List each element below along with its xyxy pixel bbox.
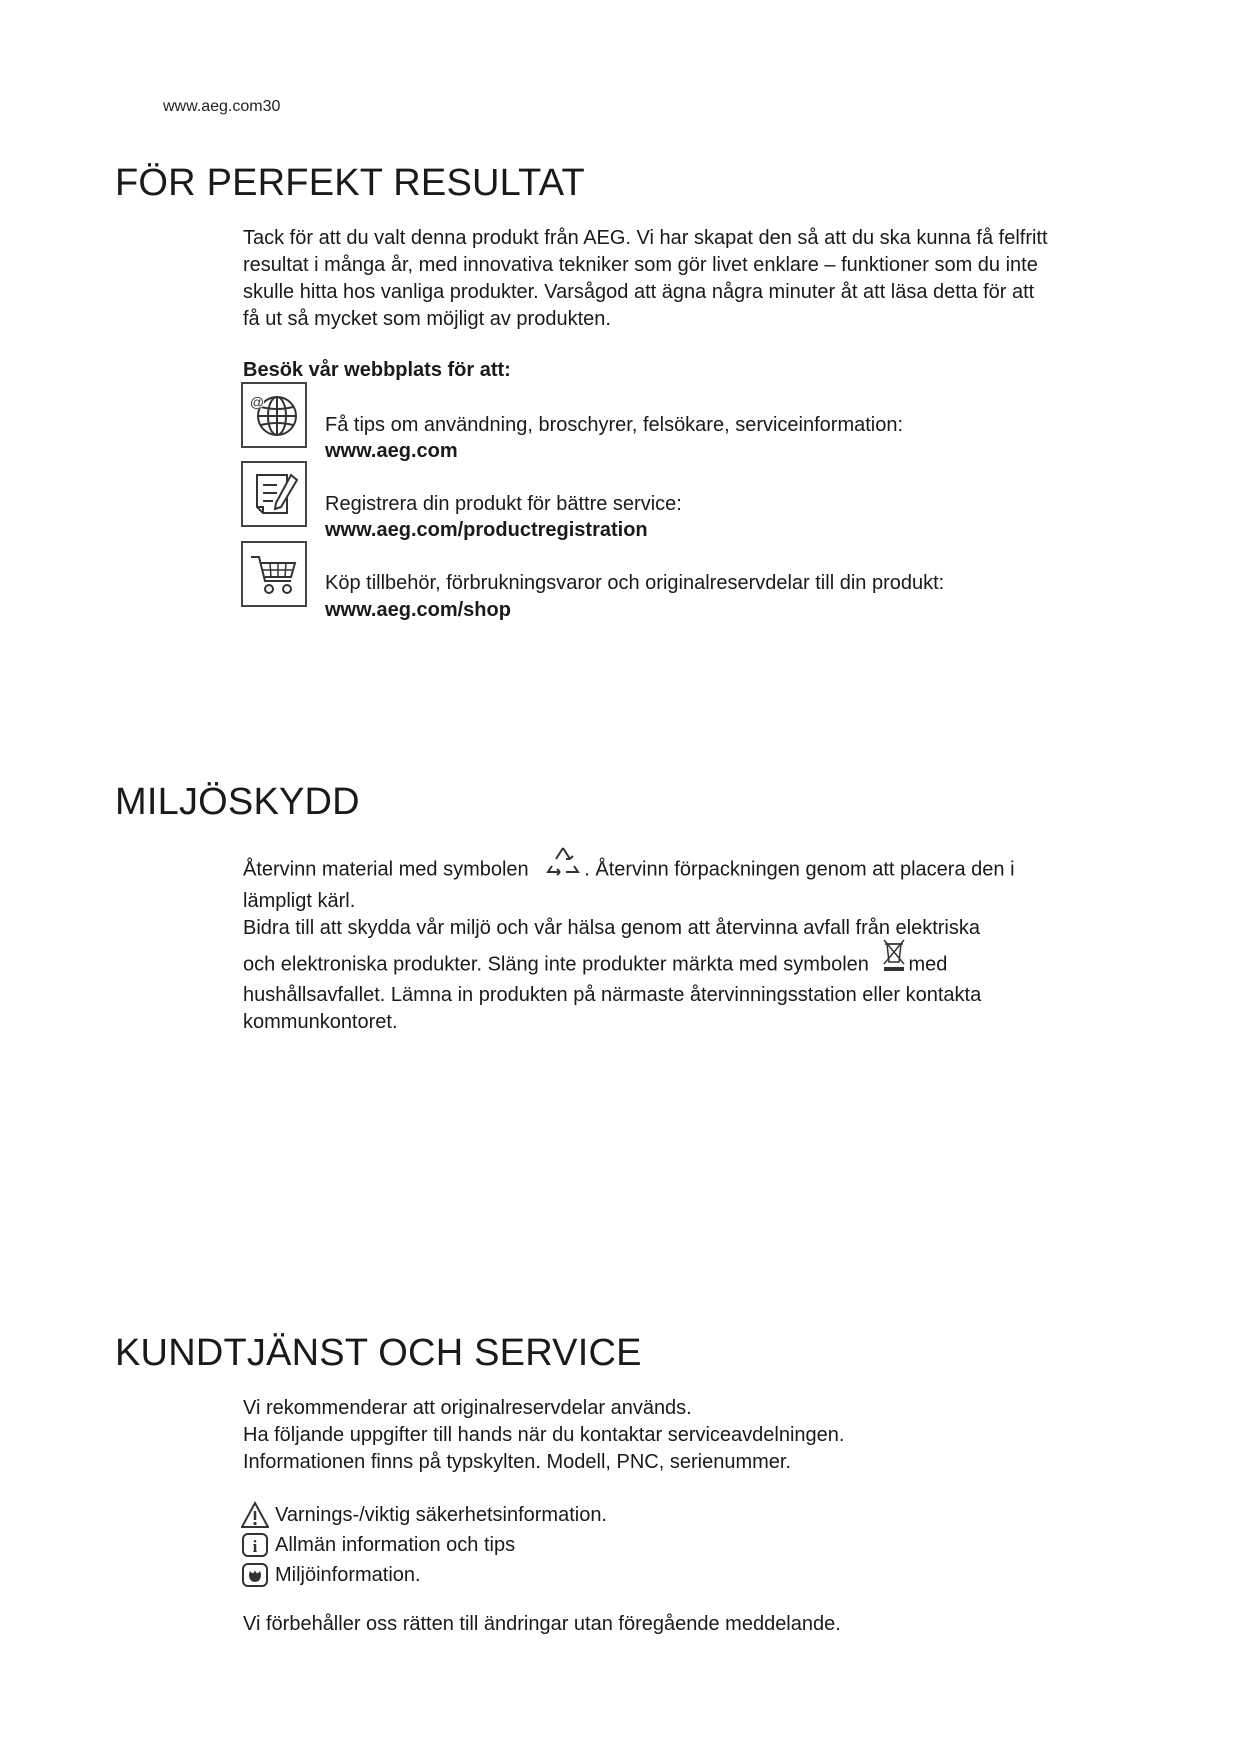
link-product-registration[interactable]: www.aeg.com/productregistration	[325, 519, 648, 541]
recycle-text-after: . Återvinn förpackningen genom att placera den i	[584, 858, 1015, 881]
crossed-bin-icon	[880, 938, 908, 972]
environment-line-5: hushållsavfallet. Lämna in produkten på närmaste återvinningsstation eller kontakta	[243, 984, 982, 1006]
globe-at-icon	[241, 382, 307, 448]
legend-info-text: Allmän information och tips	[275, 1533, 516, 1556]
intro-line: skulle hitta hos vanliga produkter. Varsågod att ägna några minuter åt att läsa detta för att	[243, 281, 1035, 303]
legend-environment-text: Miljöinformation.	[275, 1563, 421, 1586]
link-aeg-com[interactable]: www.aeg.com	[325, 440, 458, 462]
legend-warning	[241, 1500, 607, 1530]
disclaimer-text: Vi förbehåller oss rätten till ändringar utan föregående meddelande.	[243, 1613, 841, 1635]
environment-line-1	[243, 852, 1143, 888]
legend-warning-text: Varnings-/viktig säkerhetsinformation.	[275, 1503, 607, 1526]
section-title-customer-service: KUNDTJÄNST OCH SERVICE	[115, 1332, 642, 1374]
environment-line-6: kommunkontoret.	[243, 1011, 398, 1033]
weee-text-before: och elektroniska produkter. Släng inte produkter märkta med symbolen	[243, 953, 869, 976]
shop-text: Köp tillbehör, förbrukningsvaror och originalreservdelar till din produkt:	[325, 572, 945, 594]
service-line: Vi rekommenderar att originalreservdelar används.	[243, 1397, 692, 1419]
environment-icon	[241, 1561, 269, 1589]
recycle-icon	[544, 844, 582, 880]
intro-line: Tack för att du valt denna produkt från AEG. Vi har skapat den så att du ska kunna få felfritt	[243, 227, 1048, 249]
environment-line-2: lämpligt kärl.	[243, 890, 356, 912]
service-line: Ha följande uppgifter till hands när du kontaktar serviceavdelningen.	[243, 1424, 845, 1446]
intro-line: resultat i många år, med innovativa tekniker som gör livet enklare – funktioner som du inte	[243, 254, 1038, 276]
link-shop[interactable]: www.aeg.com/shop	[325, 599, 511, 621]
warning-icon	[241, 1501, 269, 1529]
environment-line-4	[243, 948, 1143, 982]
page-header-url: www.aeg.com30	[163, 98, 281, 115]
service-paragraph	[243, 1395, 1143, 1476]
section-title-environment: MILJÖSKYDD	[115, 781, 360, 823]
intro-paragraph	[243, 225, 1143, 333]
svg-text:i: i	[252, 1537, 258, 1556]
environment-paragraph	[243, 852, 1143, 1036]
legend-info	[241, 1530, 515, 1560]
tips-text: Få tips om användning, broschyrer, felsökare, serviceinformation:	[325, 414, 904, 436]
section-title-perfect-result: FÖR PERFEKT RESULTAT	[115, 162, 585, 204]
legend-environment	[241, 1560, 421, 1590]
register-text: Registrera din produkt för bättre service:	[325, 493, 682, 515]
recycle-text-before: Återvinn material med symbolen	[243, 858, 529, 881]
visit-website-heading: Besök vår webbplats för att:	[243, 359, 511, 381]
shopping-cart-icon	[241, 541, 307, 607]
info-icon	[241, 1531, 269, 1559]
svg-text:@: @	[249, 394, 265, 410]
intro-line: få ut så mycket som möjligt av produkten.	[243, 308, 611, 330]
environment-line-3: Bidra till att skydda vår miljö och vår hälsa genom att återvinna avfall från elektriska	[243, 917, 981, 939]
weee-text-after: med	[908, 953, 948, 976]
service-line: Informationen finns på typskylten. Modell, PNC, serienummer.	[243, 1451, 792, 1473]
register-document-icon	[241, 461, 307, 527]
